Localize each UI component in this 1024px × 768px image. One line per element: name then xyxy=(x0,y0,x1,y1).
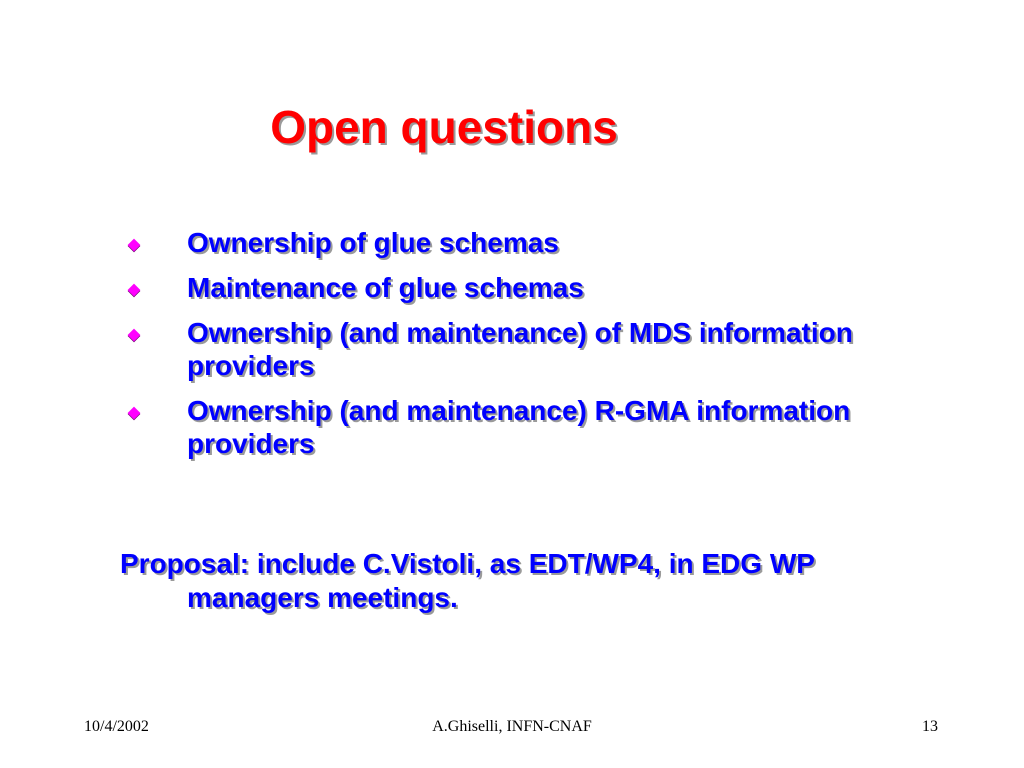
bullet-text: Ownership (and maintenance) R-GMA information providers xyxy=(187,395,851,459)
list-item xyxy=(120,394,900,460)
bullet-text: Maintenance of glue schemas xyxy=(187,272,584,303)
diamond-bullet-icon xyxy=(128,329,141,342)
proposal-text: Proposal: include C.Vistoli, as EDT/WP4, in EDG WP managers meetings. xyxy=(120,548,815,613)
list-item xyxy=(120,226,900,259)
diamond-bullet-icon xyxy=(128,239,141,252)
slide-title: Open questions xyxy=(270,101,618,153)
footer-author: A.Ghiselli, INFN-CNAF xyxy=(432,718,592,735)
bullet-text: Ownership (and maintenance) of MDS information providers xyxy=(187,317,853,381)
bullet-list xyxy=(120,226,900,472)
diamond-bullet-icon xyxy=(128,407,141,420)
list-item xyxy=(120,316,900,382)
diamond-bullet-icon xyxy=(128,284,141,297)
bullet-text: Ownership of glue schemas xyxy=(187,227,559,258)
footer-date: 10/4/2002 xyxy=(84,718,149,735)
page-number: 13 xyxy=(922,718,938,735)
list-item xyxy=(120,271,900,304)
